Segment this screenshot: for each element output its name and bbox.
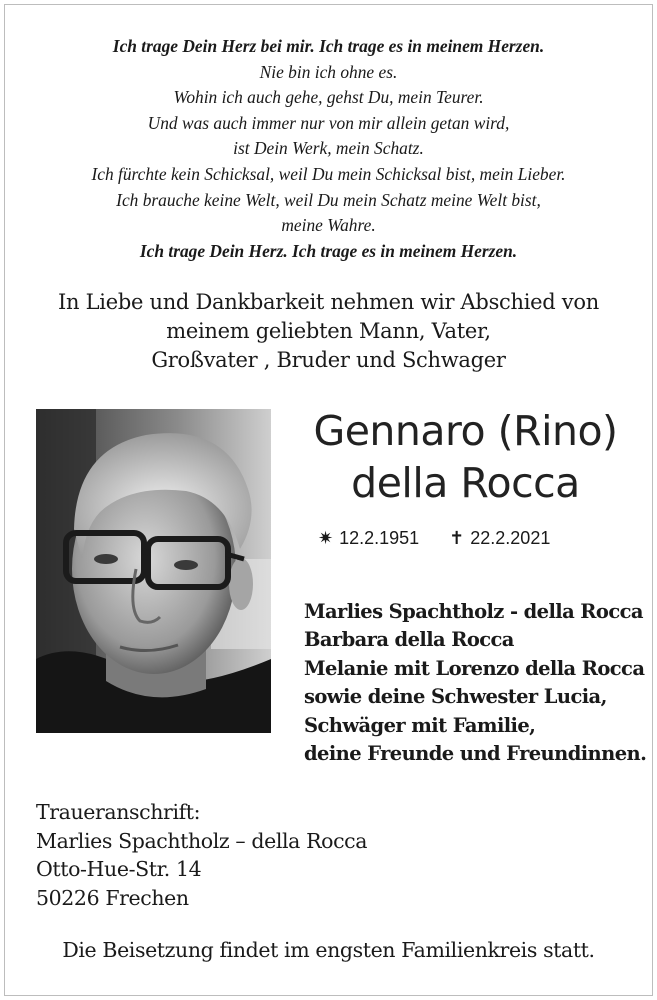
mourner-line: Marlies Spachtholz - della Rocca [304, 600, 643, 623]
address-line: Otto-Hue-Str. 14 [36, 857, 202, 881]
life-dates [318, 528, 550, 549]
poem-line: Wohin ich auch gehe, gehst Du, mein Teurer. [173, 87, 484, 108]
death-date: 22.2.2021 [470, 528, 551, 548]
deceased-name [280, 405, 651, 509]
portrait-illustration [36, 409, 271, 733]
mourner-line: sowie deine Schwester Lucia, [304, 685, 607, 709]
mourning-address [36, 798, 367, 912]
mourner-line: Barbara della Rocca [304, 628, 514, 652]
poem-line: Und was auch immer nur von mir allein getan wird, [147, 112, 510, 133]
burial-note: Die Beisetzung findet im engsten Familienkreis statt. [62, 938, 595, 962]
poem-line: Ich trage Dein Herz bei mir. Ich trage es in meinem Herzen. [112, 36, 545, 56]
intro-line: meinem geliebten Mann, Vater, [166, 319, 491, 343]
poem [20, 34, 637, 264]
mourner-line: deine Freunde und Freundinnen. [304, 742, 647, 766]
birth-star-icon: ✷ [318, 528, 334, 548]
address-line: Traueranschrift: [36, 800, 201, 824]
poem-line: ist Dein Werk, mein Schatz. [233, 138, 424, 159]
poem-line: meine Wahre. [281, 215, 376, 236]
name-line: Gennaro (Rino) [313, 407, 618, 455]
farewell-intro [20, 288, 637, 375]
poem-line: Ich trage Dein Herz. Ich trage es in meinem Herzen. [139, 240, 518, 261]
poem-line: Ich fürchte kein Schicksal, weil Du mein Schicksal bist, mein Lieber. [91, 163, 566, 184]
portrait-photo [36, 409, 271, 733]
death-cross-icon: ✝ [449, 528, 465, 548]
address-line: Marlies Spachtholz – della Rocca [36, 828, 368, 853]
poem-line: Nie bin ich ohne es. [259, 61, 398, 82]
birth-date: 12.2.1951 [339, 528, 420, 548]
name-line: della Rocca [351, 459, 580, 507]
mourner-line: Schwäger mit Familie, [304, 713, 536, 737]
poem-line: Ich brauche keine Welt, weil Du mein Schatz meine Welt bist, [116, 189, 541, 210]
intro-line: In Liebe und Dankbarkeit nehmen wir Abschied von [58, 290, 599, 314]
address-line: 50226 Frechen [36, 885, 189, 910]
mourner-line: Melanie mit Lorenzo della Rocca [304, 656, 645, 680]
mourners-list [304, 598, 646, 768]
intro-line: Großvater , Bruder und Schwager [151, 348, 506, 372]
